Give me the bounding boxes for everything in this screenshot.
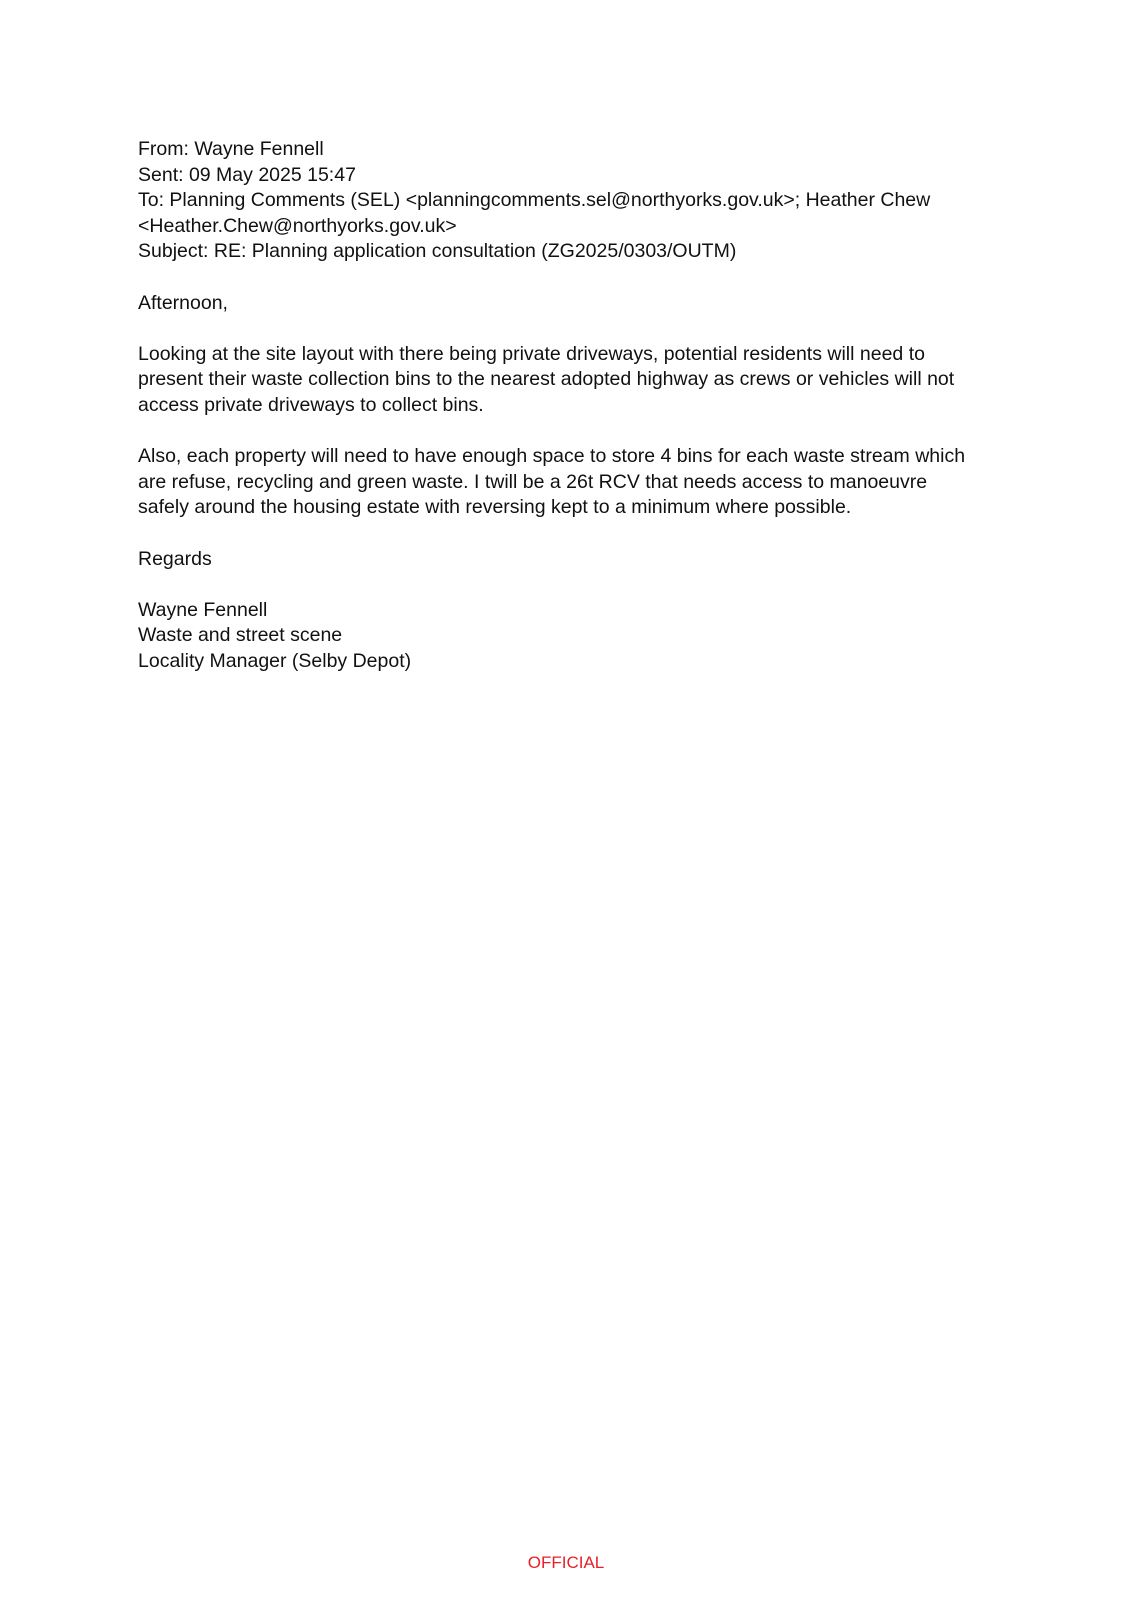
greeting: Afternoon, [138, 291, 228, 314]
signature-role: Locality Manager (Selby Depot) [138, 649, 412, 672]
to-line-continuation: <Heather.Chew@northyorks.gov.uk> [138, 214, 457, 237]
body-paragraph-1 [138, 342, 998, 419]
body-paragraph-2 [138, 444, 998, 521]
body-line: Also, each property will need to have enough space to store 4 bins for each waste stream which [138, 445, 966, 468]
signature-name: Wayne Fennell [138, 598, 268, 621]
spacer [138, 521, 998, 547]
sent-line: Sent: 09 May 2025 15:47 [138, 163, 356, 186]
body-line: Looking at the site layout with there being private driveways, potential residents will need to [138, 342, 925, 365]
body-line: access private driveways to collect bins. [138, 393, 484, 416]
signature-block [138, 598, 998, 675]
body-line: are refuse, recycling and green waste. I twill be a 26t RCV that needs access to manoeuvre [138, 470, 928, 493]
email-content [138, 137, 998, 674]
body-line: safely around the housing estate with reversing kept to a minimum where possible. [138, 496, 852, 519]
email-header [138, 137, 998, 265]
spacer [138, 419, 998, 445]
spacer [138, 265, 998, 291]
spacer [138, 316, 998, 342]
spacer [138, 572, 998, 598]
subject-line: Subject: RE: Planning application consultation (ZG2025/0303/OUTM) [138, 240, 737, 263]
to-line: To: Planning Comments (SEL) <planningcomments.sel@northyorks.gov.uk>; Heather Chew [138, 189, 931, 212]
signature-department: Waste and street scene [138, 624, 343, 647]
body-line: present their waste collection bins to the nearest adopted highway as crews or vehicles will not [138, 368, 955, 391]
classification-footer: OFFICIAL [527, 1553, 605, 1572]
closing: Regards [138, 547, 212, 570]
from-line: From: Wayne Fennell [138, 138, 324, 160]
